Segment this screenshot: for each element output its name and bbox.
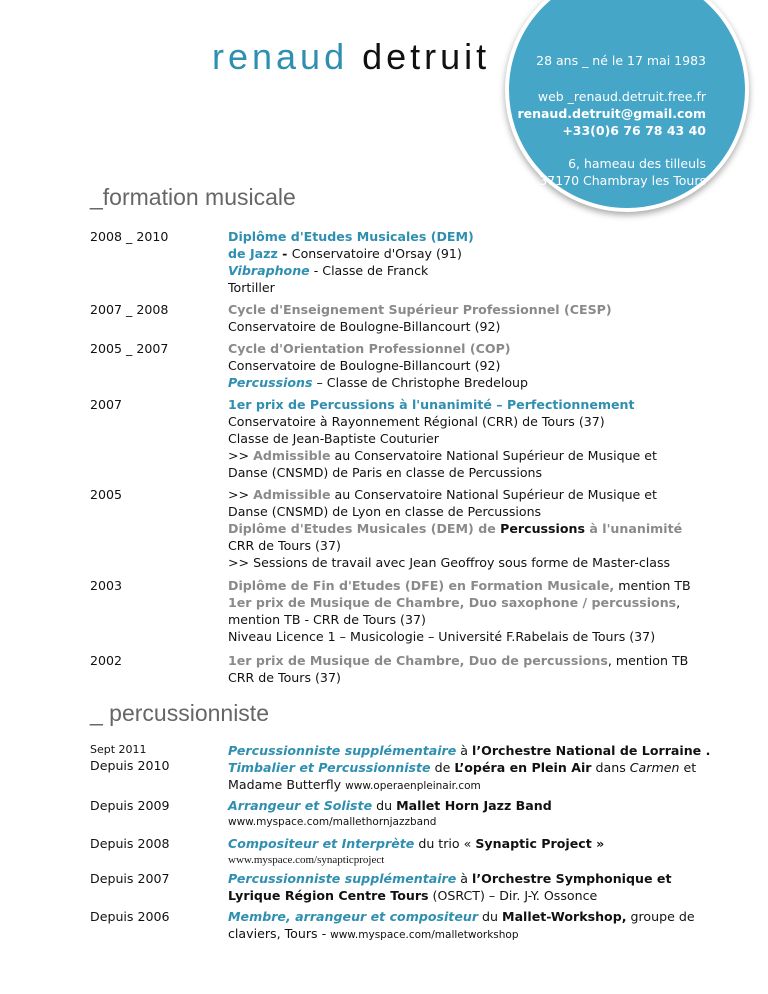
entry-description: Diplôme d'Etudes Musicales (DEM) de Jazz - Conservatoire d'Orsay (91) Vibraphone - Classe de Franck Tortiller — [228, 229, 474, 295]
entry-description: Membre, arrangeur et compositeur du Mallet-Workshop, groupe de claviers, Tours - www.myspace.com/malletworkshop — [228, 909, 695, 941]
website-link[interactable]: www.myspace.com/synapticproject — [228, 854, 385, 866]
entry-date: 2005 — [90, 487, 123, 502]
entry-description: 1er prix de Percussions à l'unanimité – Perfectionnement Conservatoire à Rayonnement Régional (CRR) de Tours (37) Classe de Jean-Baptiste Couturier >> Admissible au Conservatoire National Supérieur de Musique et Danse (CNSMD) de Paris en classe de Percussions — [228, 397, 657, 480]
entry-date: Depuis 2006 — [90, 909, 170, 924]
entry-date: Depuis 2009 — [90, 798, 170, 813]
entry-description: Percussionniste supplémentaire à l’Orchestre Symphonique et Lyrique Région Centre Tours (OSRCT) – Dir. J-Y. Ossonce — [228, 871, 672, 903]
cv-name — [212, 36, 490, 78]
entry-description: Cycle d'Enseignement Supérieur Professionnel (CESP) Conservatoire de Boulogne-Billancourt (92) — [228, 302, 612, 334]
website-link[interactable]: www.myspace.com/mallethornjazzband — [228, 816, 437, 828]
section-title-percussionniste: _ percussionniste — [90, 700, 269, 726]
entry-date: Sept 2011 Depuis 2010 — [90, 743, 170, 773]
entry-date: 2007 — [90, 397, 123, 412]
last-name: detruit — [362, 36, 491, 77]
entry-date: Depuis 2007 — [90, 871, 170, 886]
entry-description: Compositeur et Interprète du trio « Synaptic Project » www.myspace.com/synapticproject — [228, 835, 678, 869]
entry-date: 2003 — [90, 578, 123, 593]
address-line-2: F_37170 Chambray les Tours — [525, 173, 706, 188]
entry-description: 1er prix de Musique de Chambre, Duo de percussions, mention TB CRR de Tours (37) — [228, 653, 689, 685]
entry-date: 2005 _ 2007 — [90, 341, 169, 356]
entry-date: 2007 _ 2008 — [90, 302, 169, 317]
website-link[interactable]: www.myspace.com/malletworkshop — [330, 929, 519, 941]
entry-description: Diplôme de Fin d'Etudes (DFE) en Formation Musicale, mention TB 1er prix de Musique de Chambre, Duo saxophone / percussions, mention TB - CRR de Tours (37) Niveau Licence 1 – Musicologie – Université F.Rabelais de Tours (37) — [228, 578, 691, 644]
website-link[interactable]: www.operaenpleinair.com — [345, 780, 481, 792]
entry-date: 2002 — [90, 653, 123, 668]
entry-description: Arrangeur et Soliste du Mallet Horn Jazz Band www.myspace.com/mallethornjazzband — [228, 797, 678, 831]
entry-description: Cycle d'Orientation Professionnel (COP) Conservatoire de Boulogne-Billancourt (92) Percussions – Classe de Christophe Bredeloup — [228, 341, 529, 390]
first-name: renaud — [212, 36, 349, 77]
entry-date: 2008 _ 2010 — [90, 229, 169, 244]
entry-description: >> Admissible au Conservatoire National Supérieur de Musique et Danse (CNSMD) de Lyon en classe de Percussions Diplôme d'Etudes Musicales (DEM) de Percussions à l'unanimité CRR de Tours (37) >> Sessions de travail avec Jean Geoffroy sous forme de Master-class — [228, 487, 683, 570]
email: renaud.detruit@gmail.com — [517, 106, 706, 121]
age-birth: 28 ans _ né le 17 mai 1983 — [536, 53, 706, 68]
entry-date: Depuis 2008 — [90, 836, 170, 851]
address-line-1: 6, hameau des tilleuls — [568, 156, 706, 171]
section-title-formation: _formation musicale — [90, 184, 296, 210]
website: web _renaud.detruit.free.fr — [537, 89, 706, 104]
phone: +33(0)6 76 78 43 40 — [562, 123, 706, 138]
entry-description: Percussionniste supplémentaire à l’Orchestre National de Lorraine . Timbalier et Percussionniste de L’opéra en Plein Air dans Carmen et Madame Butterfly www.operaenpleinair.com — [228, 743, 711, 792]
